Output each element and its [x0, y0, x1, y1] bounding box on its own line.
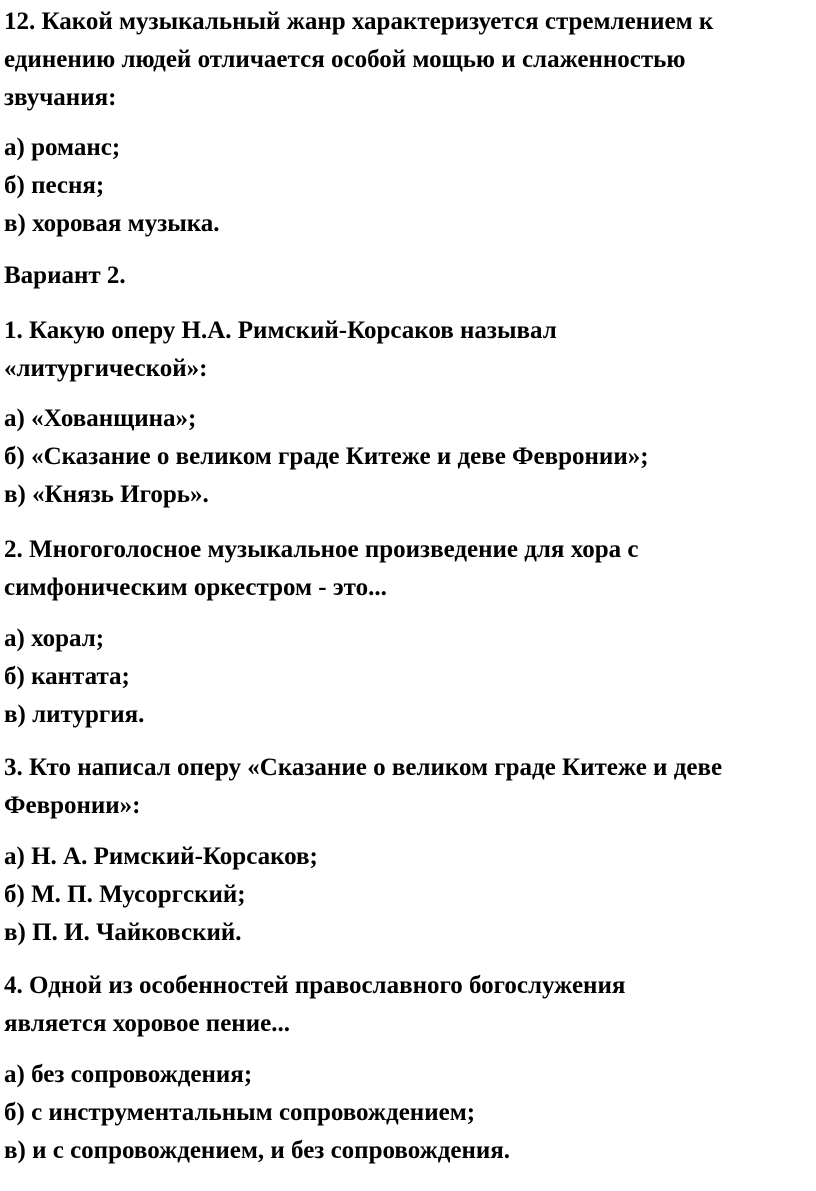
answer-option: в) «Князь Игорь». — [4, 481, 209, 508]
question-line: 12. Какой музыкальный жанр характеризуется стремлением к — [4, 8, 714, 35]
question-12-options — [4, 129, 812, 243]
question-3-options — [4, 838, 812, 952]
answer-option: а) без сопровождения; — [4, 1061, 253, 1088]
question-line: «литургической»: — [4, 355, 208, 382]
answer-option: б) с инструментальным сопровождением; — [4, 1099, 476, 1126]
variant-heading — [4, 257, 812, 295]
answer-option: в) литургия. — [4, 701, 145, 728]
question-line: 2. Многоголосное музыкальное произведение для хора с — [4, 536, 639, 563]
variant-title: Вариант 2. — [4, 262, 126, 289]
answer-option: а) хорал; — [4, 625, 105, 652]
question-line: Февронии»: — [4, 792, 141, 819]
question-line: единению людей отличается особой мощью и слаженностью — [4, 46, 686, 73]
question-2-options — [4, 620, 812, 734]
answer-option: а) Н. А. Римский-Корсаков; — [4, 843, 318, 870]
answer-option: б) песня; — [4, 172, 105, 199]
question-line: 3. Кто написал оперу «Сказание о великом граде Китеже и деве — [4, 754, 723, 781]
answer-option: б) кантата; — [4, 663, 130, 690]
question-line: 4. Одной из особенностей православного богослужения — [4, 972, 626, 999]
answer-option: а) «Хованщина»; — [4, 405, 197, 432]
answer-option: в) и с сопровождением, и без сопровождения. — [4, 1137, 511, 1164]
question-2-text — [4, 531, 812, 607]
answer-option: а) романс; — [4, 134, 121, 161]
question-4-options — [4, 1056, 812, 1170]
question-1-options — [4, 400, 812, 514]
answer-option: б) «Сказание о великом граде Китеже и деве Февронии»; — [4, 443, 649, 470]
question-3-text — [4, 749, 812, 825]
question-line: звучания: — [4, 84, 117, 111]
answer-option: в) П. И. Чайковский. — [4, 919, 242, 946]
answer-option: в) хоровая музыка. — [4, 210, 220, 237]
question-12-text — [4, 3, 812, 117]
question-line: симфоническим оркестром - это... — [4, 574, 387, 601]
question-line: 1. Какую оперу Н.А. Римский-Корсаков называл — [4, 317, 557, 344]
question-line: является хоровое пение... — [4, 1010, 290, 1037]
question-1-text — [4, 312, 812, 388]
question-4-text — [4, 967, 812, 1043]
answer-option: б) М. П. Мусоргский; — [4, 881, 246, 908]
